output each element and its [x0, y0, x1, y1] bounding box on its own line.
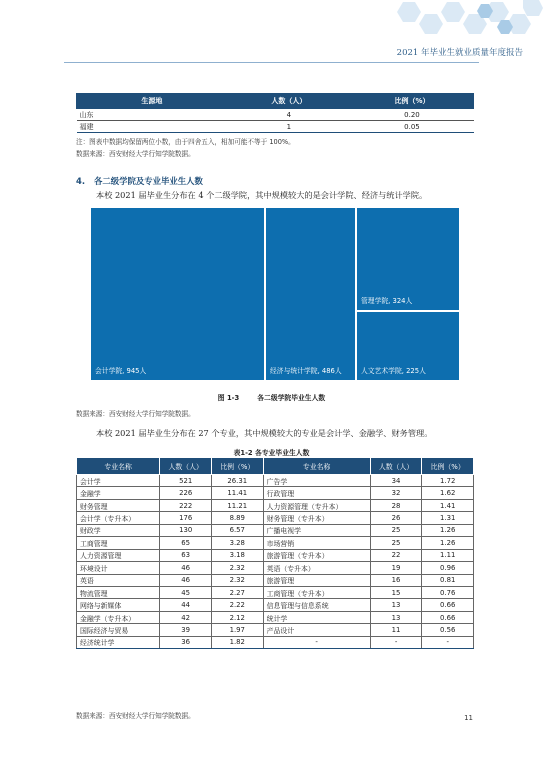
- table-cell: 1.11: [422, 549, 474, 561]
- table-row: [77, 121, 474, 133]
- table-cell: 65: [160, 537, 212, 549]
- treemap-cell-management: [357, 208, 459, 310]
- table-cell: 福建: [77, 121, 228, 133]
- column-header: 人数（人）: [227, 94, 350, 109]
- table-cell: 0.20: [350, 109, 473, 121]
- figure-title: 各二级学院毕业生人数: [257, 394, 326, 402]
- figure-label: 图 1-3: [217, 394, 240, 402]
- table-cell: 1: [227, 121, 350, 133]
- table-cell: 统计学: [263, 611, 370, 623]
- table-row: [77, 636, 474, 648]
- treemap-label: 经济与统计学院, 486人: [270, 367, 342, 375]
- table-cell: 广播电视学: [263, 524, 370, 536]
- table-cell: 金融学（专升本）: [77, 611, 160, 623]
- treemap-cell-accounting: [91, 208, 264, 380]
- table-cell: 3.28: [211, 537, 263, 549]
- table-cell: 34: [370, 475, 422, 487]
- table-cell: 26.31: [211, 475, 263, 487]
- table-cell: 46: [160, 562, 212, 574]
- table-row: [77, 109, 474, 121]
- table-cell: 1.97: [211, 624, 263, 636]
- table-cell: -: [370, 636, 422, 648]
- table-cell: -: [422, 636, 474, 648]
- table-cell: 1.82: [211, 636, 263, 648]
- table-cell: 财务管理（专升本）: [263, 512, 370, 524]
- table-row: [77, 599, 474, 611]
- table-cell: 国际经济与贸易: [77, 624, 160, 636]
- table-cell: 1.26: [422, 524, 474, 536]
- table-cell: 2.32: [211, 574, 263, 586]
- table-cell: 2.12: [211, 611, 263, 623]
- table-cell: 0.05: [350, 121, 473, 133]
- table-cell: 产品设计: [263, 624, 370, 636]
- treemap-label: 人文艺术学院, 225人: [361, 367, 426, 375]
- treemap-label: 会计学院, 945人: [95, 367, 147, 375]
- table-cell: 工商管理（专升本）: [263, 586, 370, 598]
- table-cell: 1.72: [422, 475, 474, 487]
- table-cell: 36: [160, 636, 212, 648]
- column-header: 比例（%）: [350, 94, 473, 109]
- table-cell: 1.62: [422, 487, 474, 499]
- table-cell: 4: [227, 109, 350, 121]
- table-cell: 39: [160, 624, 212, 636]
- column-header: 专业名称: [77, 458, 160, 475]
- table-cell: 旅游管理: [263, 574, 370, 586]
- column-header: 人数（人）: [370, 458, 422, 475]
- table-cell: 44: [160, 599, 212, 611]
- table-cell: 0.81: [422, 574, 474, 586]
- table-cell: 工商管理: [77, 537, 160, 549]
- header-title: 2021 年毕业生就业质量年度报告: [396, 48, 523, 58]
- table-cell: 0.96: [422, 562, 474, 574]
- table-cell: 2.22: [211, 599, 263, 611]
- table-cell: 信息管理与信息系统: [263, 599, 370, 611]
- table-cell: 63: [160, 549, 212, 561]
- table-cell: 财务管理: [77, 499, 160, 511]
- table-cell: 25: [370, 524, 422, 536]
- table-cell: 26: [370, 512, 422, 524]
- table-cell: 16: [370, 574, 422, 586]
- table-cell: 6.57: [211, 524, 263, 536]
- table-cell: 22: [370, 549, 422, 561]
- table-cell: 0.56: [422, 624, 474, 636]
- table-row: [77, 499, 474, 511]
- body-paragraph: 本校 2021 届毕业生分布在 27 个专业，其中规模较大的专业是会计学、金融学、财务管理。: [96, 428, 433, 438]
- section-title: 各二级学院及专业毕业生人数: [94, 176, 203, 186]
- data-source-note: 数据来源：西安财经大学行知学院数据。: [76, 150, 195, 158]
- table-cell: 11: [370, 624, 422, 636]
- table-cell: 物流管理: [77, 586, 160, 598]
- table-row: [77, 475, 474, 487]
- table-cell: 222: [160, 499, 212, 511]
- table-row: [77, 524, 474, 536]
- column-header: 比例（%）: [211, 458, 263, 475]
- table-cell: 2.27: [211, 586, 263, 598]
- table-cell: 13: [370, 611, 422, 623]
- table-cell: 521: [160, 475, 212, 487]
- table-cell: 13: [370, 599, 422, 611]
- decorative-hexagon-pattern: [373, 0, 543, 48]
- table-cell: 会计学: [77, 475, 160, 487]
- table-cell: 8.89: [211, 512, 263, 524]
- table-cell: 32: [370, 487, 422, 499]
- table-cell: 11.21: [211, 499, 263, 511]
- table-cell: -: [263, 636, 370, 648]
- table-body: [77, 475, 474, 649]
- table-cell: 市场营销: [263, 537, 370, 549]
- table-cell: 130: [160, 524, 212, 536]
- page-number: 11: [464, 714, 473, 722]
- table-cell: 25: [370, 537, 422, 549]
- table-caption: 表1-2 各专业毕业生人数: [233, 449, 310, 457]
- origin-table: [76, 93, 474, 133]
- table-cell: 会计学（专升本）: [77, 512, 160, 524]
- table-cell: 176: [160, 512, 212, 524]
- table-cell: 46: [160, 574, 212, 586]
- table-row: [77, 574, 474, 586]
- table-cell: 15: [370, 586, 422, 598]
- table-row: [77, 537, 474, 549]
- table-cell: 旅游管理（专升本）: [263, 549, 370, 561]
- table-cell: 1.26: [422, 537, 474, 549]
- table-cell: 人力资源管理（专升本）: [263, 499, 370, 511]
- table-row: [77, 549, 474, 561]
- table-cell: 1.31: [422, 512, 474, 524]
- body-paragraph: 本校 2021 届毕业生分布在 4 个二级学院，其中规模较大的是会计学院、经济与统计学院。: [96, 190, 428, 200]
- column-header: 专业名称: [263, 458, 370, 475]
- table-cell: 山东: [77, 109, 228, 121]
- table-cell: 广告学: [263, 475, 370, 487]
- table-row: [77, 586, 474, 598]
- table-cell: 0.66: [422, 611, 474, 623]
- column-header: 人数（人）: [160, 458, 212, 475]
- table-cell: 28: [370, 499, 422, 511]
- treemap-label: 管理学院, 324人: [361, 297, 413, 305]
- treemap-cell-arts: [357, 312, 459, 380]
- table-cell: 金融学: [77, 487, 160, 499]
- table-cell: 0.76: [422, 586, 474, 598]
- column-header: 比例（%）: [422, 458, 474, 475]
- college-treemap: [91, 208, 459, 380]
- table-cell: 2.32: [211, 562, 263, 574]
- header-divider: [64, 62, 479, 63]
- table-cell: 环境设计: [77, 562, 160, 574]
- table-cell: 0.66: [422, 599, 474, 611]
- table-cell: 财政学: [77, 524, 160, 536]
- table-note: 注：图表中数据均保留两位小数，由于四舍五入，相加可能不等于 100%。: [76, 138, 295, 146]
- table-cell: 行政管理: [263, 487, 370, 499]
- table-row: [77, 487, 474, 499]
- table-cell: 19: [370, 562, 422, 574]
- table-row: [77, 624, 474, 636]
- table-row: [77, 611, 474, 623]
- data-source-note: 数据来源：西安财经大学行知学院数据。: [76, 712, 195, 720]
- section-heading: [76, 175, 203, 187]
- table-cell: 人力资源管理: [77, 549, 160, 561]
- table-cell: 英语: [77, 574, 160, 586]
- table-cell: 226: [160, 487, 212, 499]
- data-source-note: 数据来源：西安财经大学行知学院数据。: [76, 410, 195, 418]
- table-cell: 42: [160, 611, 212, 623]
- table-row: [77, 562, 474, 574]
- table-cell: 网络与新媒体: [77, 599, 160, 611]
- table-cell: 11.41: [211, 487, 263, 499]
- treemap-cell-economics: [266, 208, 355, 380]
- major-table: [76, 457, 474, 649]
- table-cell: 3.18: [211, 549, 263, 561]
- table-cell: 英语（专升本）: [263, 562, 370, 574]
- figure-caption: [0, 392, 543, 402]
- table-row: [77, 512, 474, 524]
- table-header-row: [77, 458, 474, 475]
- column-header: 生源地: [77, 94, 228, 109]
- section-number: 4.: [76, 176, 86, 186]
- table-header-row: [77, 94, 474, 109]
- table-cell: 45: [160, 586, 212, 598]
- table-cell: 1.41: [422, 499, 474, 511]
- table-cell: 经济统计学: [77, 636, 160, 648]
